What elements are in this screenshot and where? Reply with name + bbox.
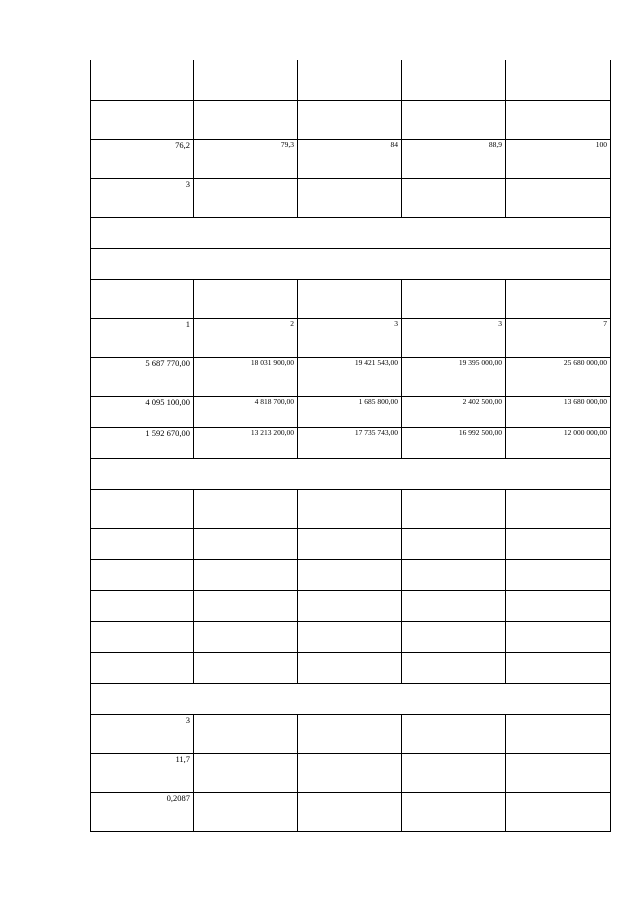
table-cell: 16 992 500,00 [402, 427, 506, 458]
table-cell [506, 652, 611, 683]
table-cell [91, 100, 194, 139]
table-row [91, 792, 611, 831]
table-cell [194, 100, 298, 139]
table-cell [506, 178, 611, 217]
table-cell [91, 590, 194, 621]
table-cell [91, 489, 194, 528]
section-header-cell [91, 217, 611, 248]
table-cell [91, 621, 194, 652]
table-cell [402, 60, 506, 100]
table-cell: 3 [91, 714, 194, 753]
table-section-row [91, 217, 611, 248]
table-cell [506, 100, 611, 139]
table-cell [91, 559, 194, 590]
table-cell [402, 590, 506, 621]
table-cell [194, 489, 298, 528]
table-row [91, 427, 611, 458]
table-cell: 0,2087 [91, 792, 194, 831]
table-cell [402, 178, 506, 217]
table-cell [506, 559, 611, 590]
table-cell: 2 [194, 318, 298, 357]
table-cell [194, 559, 298, 590]
table-cell: 19 395 000,00 [402, 357, 506, 396]
table-cell [298, 714, 402, 753]
table-row [91, 559, 611, 590]
table-cell [194, 178, 298, 217]
table-cell [298, 279, 402, 318]
table-cell: 7 [506, 318, 611, 357]
table-cell [506, 792, 611, 831]
table-cell [402, 528, 506, 559]
table-cell: 12 000 000,00 [506, 427, 611, 458]
table-cell [298, 100, 402, 139]
table-cell [194, 621, 298, 652]
table-cell [194, 279, 298, 318]
table-cell [298, 60, 402, 100]
table-cell [91, 528, 194, 559]
table-cell: 76,2 [91, 139, 194, 178]
table-cell: 18 031 900,00 [194, 357, 298, 396]
table-cell [402, 100, 506, 139]
table-cell: 13 680 000,00 [506, 396, 611, 427]
data-table [90, 60, 611, 832]
section-header-cell [91, 458, 611, 489]
table-cell [194, 60, 298, 100]
table-row [91, 621, 611, 652]
table-cell: 100 [506, 139, 611, 178]
table-row [91, 178, 611, 217]
table-cell [194, 590, 298, 621]
table-cell [402, 279, 506, 318]
table-cell: 4 818 700,00 [194, 396, 298, 427]
table-cell [298, 489, 402, 528]
table-row [91, 528, 611, 559]
table-cell [298, 621, 402, 652]
table-row [91, 318, 611, 357]
table-cell: 19 421 543,00 [298, 357, 402, 396]
table-cell: 4 095 100,00 [91, 396, 194, 427]
table-cell [91, 279, 194, 318]
table-cell [506, 714, 611, 753]
table-cell [91, 652, 194, 683]
table-row [91, 489, 611, 528]
table-cell [506, 753, 611, 792]
table-row [91, 714, 611, 753]
table-cell [298, 753, 402, 792]
table-cell [506, 60, 611, 100]
table-cell: 1 [91, 318, 194, 357]
table-cell [506, 489, 611, 528]
table-cell: 5 687 770,00 [91, 357, 194, 396]
table-row [91, 753, 611, 792]
table-cell [402, 489, 506, 528]
table-cell: 1 592 670,00 [91, 427, 194, 458]
table-cell: 13 213 200,00 [194, 427, 298, 458]
table-cell [402, 792, 506, 831]
table-cell: 88,9 [402, 139, 506, 178]
table-section-row [91, 248, 611, 279]
table-cell: 11,7 [91, 753, 194, 792]
table-row [91, 139, 611, 178]
table-cell [194, 792, 298, 831]
table-row [91, 396, 611, 427]
table-cell: 2 402 500,00 [402, 396, 506, 427]
table-cell: 3 [402, 318, 506, 357]
section-header-cell [91, 248, 611, 279]
table-cell [298, 178, 402, 217]
document-table-container [90, 60, 610, 832]
table-cell: 79,3 [194, 139, 298, 178]
table-cell [506, 528, 611, 559]
table-cell [91, 60, 194, 100]
table-cell: 3 [91, 178, 194, 217]
table-cell [402, 652, 506, 683]
table-cell [506, 590, 611, 621]
table-cell [402, 621, 506, 652]
table-cell: 1 685 800,00 [298, 396, 402, 427]
table-cell [402, 714, 506, 753]
table-body [91, 60, 611, 831]
table-row [91, 60, 611, 100]
table-cell [298, 590, 402, 621]
table-cell: 17 735 743,00 [298, 427, 402, 458]
table-row [91, 357, 611, 396]
table-cell [298, 652, 402, 683]
table-cell [402, 559, 506, 590]
table-cell [506, 621, 611, 652]
section-header-cell [91, 683, 611, 714]
table-cell [506, 279, 611, 318]
table-row [91, 279, 611, 318]
table-cell [194, 652, 298, 683]
table-cell [194, 528, 298, 559]
table-cell: 84 [298, 139, 402, 178]
table-cell [298, 528, 402, 559]
table-section-row [91, 458, 611, 489]
table-row [91, 590, 611, 621]
table-cell: 25 680 000,00 [506, 357, 611, 396]
table-cell: 3 [298, 318, 402, 357]
table-row [91, 652, 611, 683]
table-cell [298, 792, 402, 831]
table-section-row [91, 683, 611, 714]
table-cell [402, 753, 506, 792]
table-row [91, 100, 611, 139]
table-cell [298, 559, 402, 590]
table-cell [194, 753, 298, 792]
table-cell [194, 714, 298, 753]
